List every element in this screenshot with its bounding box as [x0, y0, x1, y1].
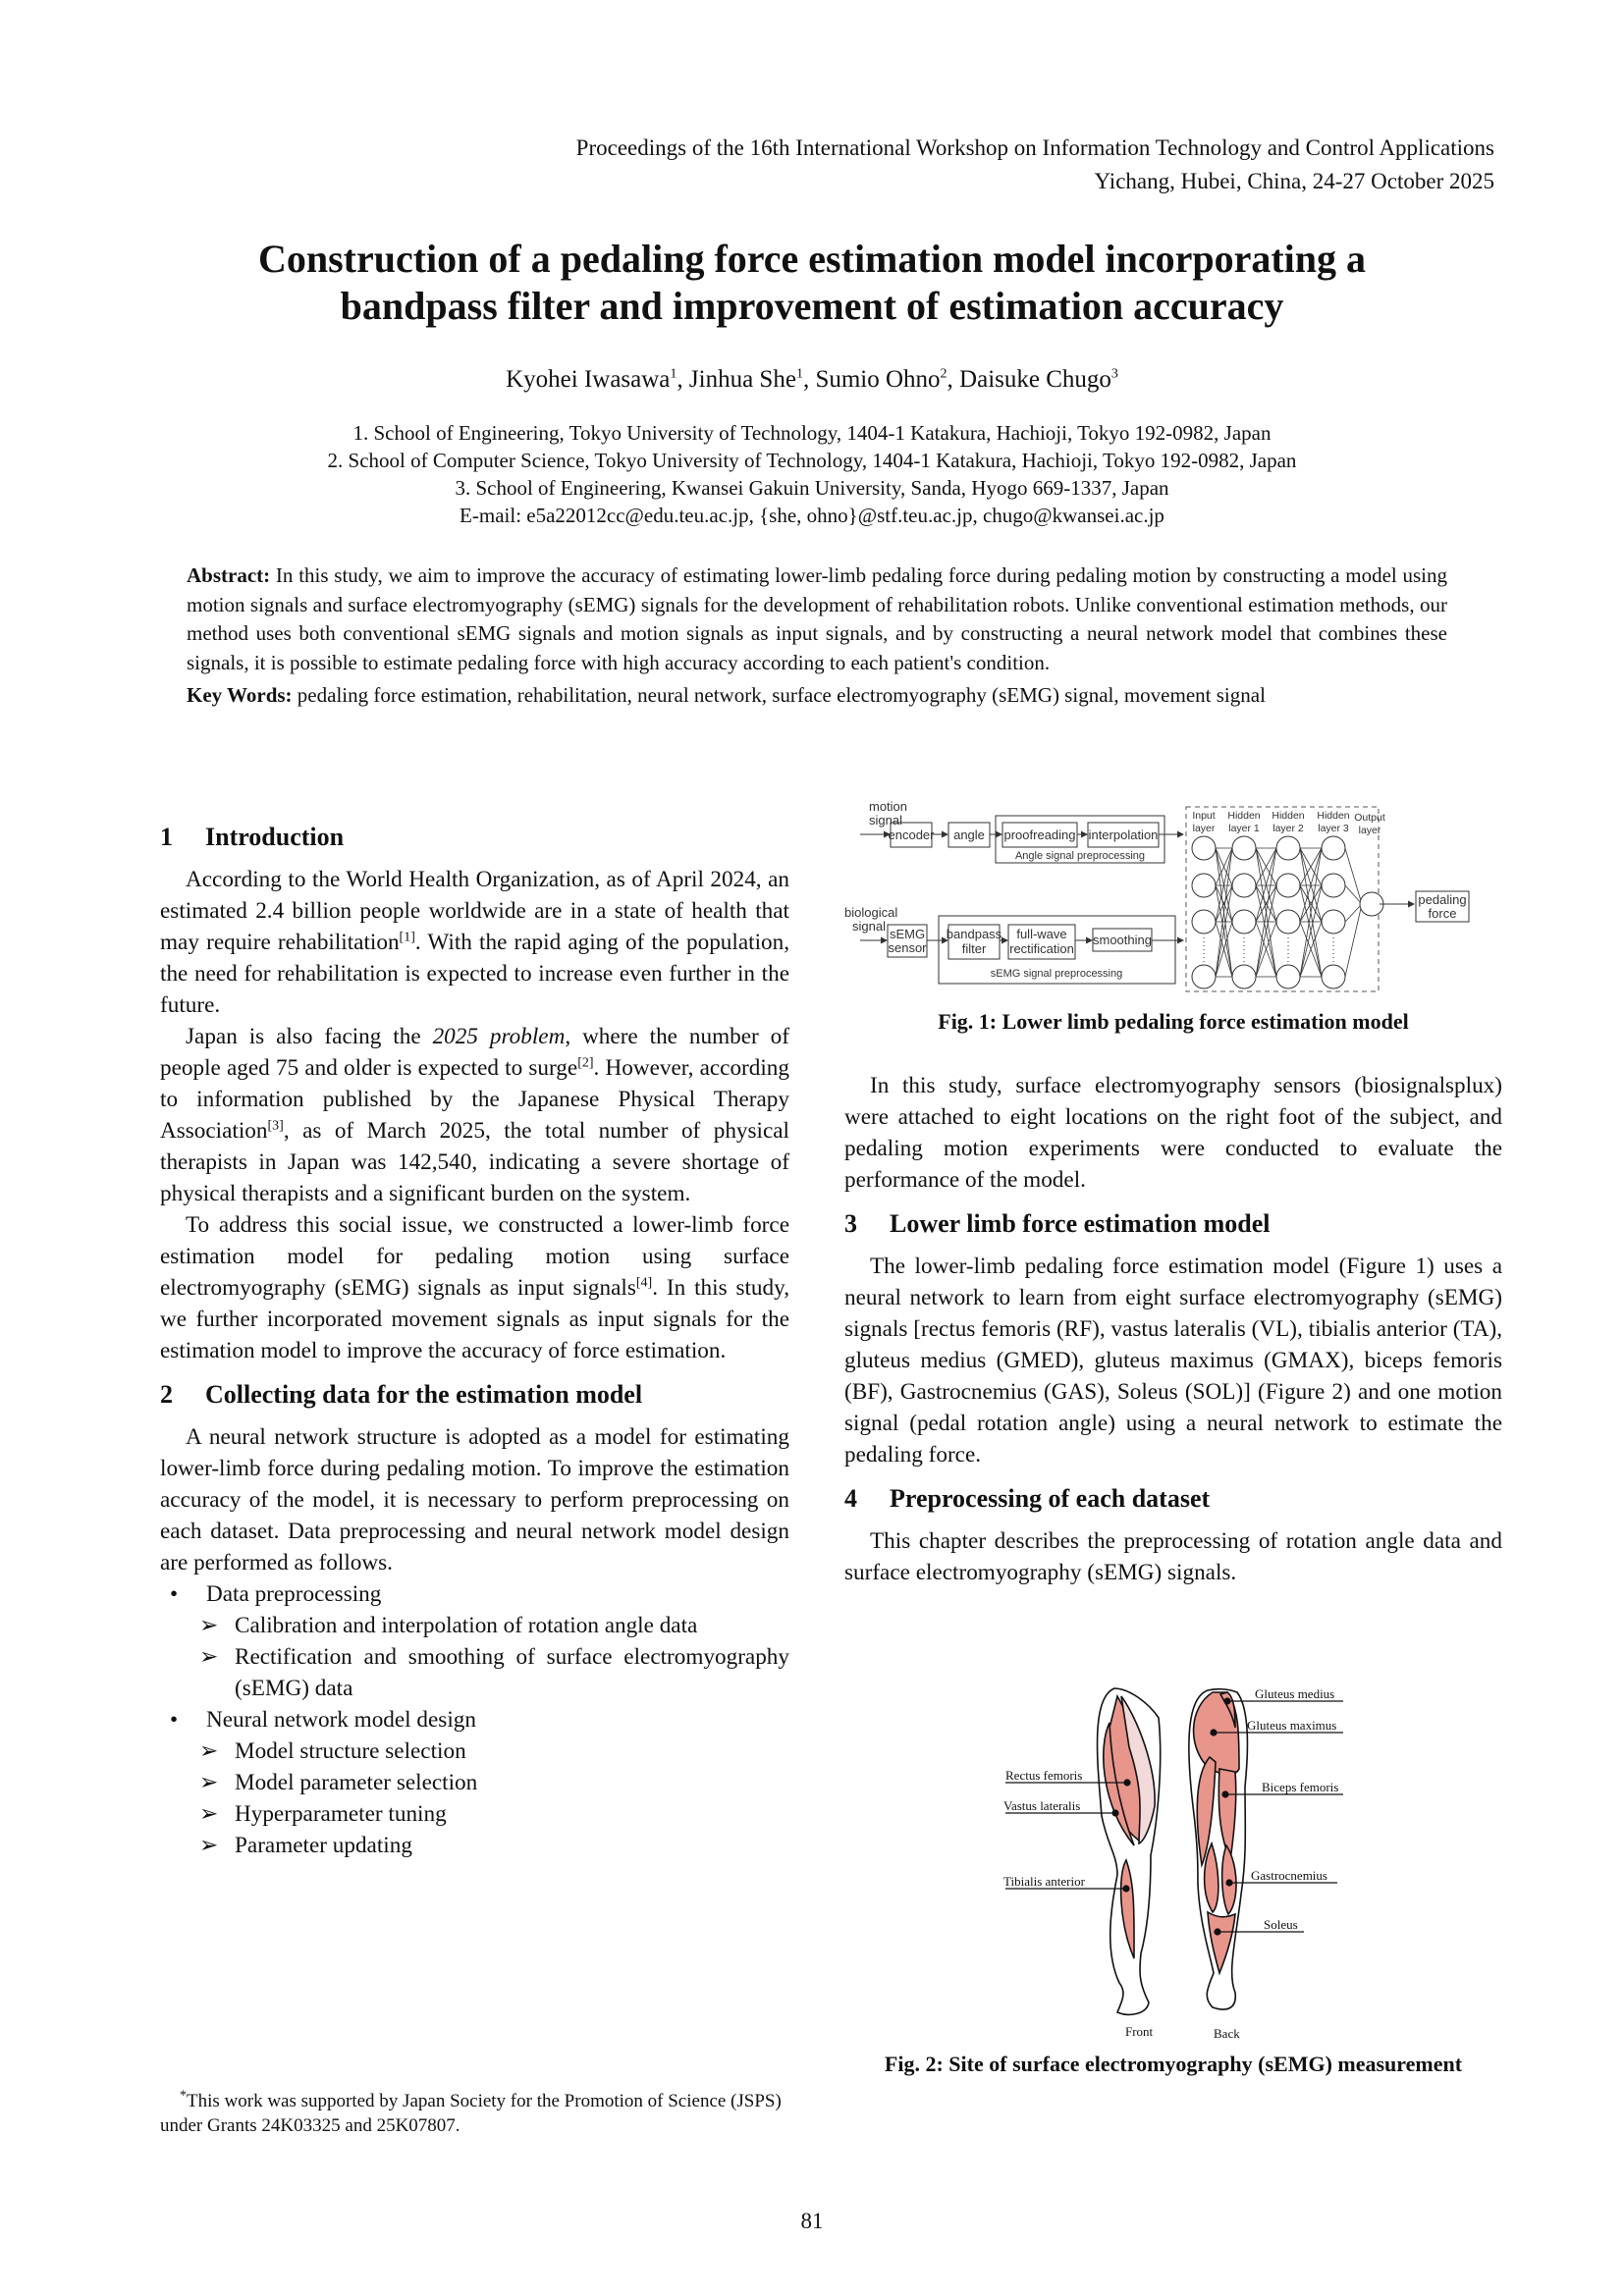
electrode-dot [1124, 1780, 1130, 1786]
paragraph: The lower-limb pedaling force estimation model (Figure 1) uses a neural network to learn from eight surface electromyography (sEMG) signals [rectus femoris (RF), vastus lateralis (VL), tibialis anterior (TA), gluteus medius (GMED), gluteus maximus (GMAX), biceps femoris (BF), Gastrocnemius (GAS), Soleus (SOL)] (Figure 2) and one motion signal (pedal rotation angle) using a neural network to estimate the pedaling force. [844, 1254, 1502, 1468]
figure-2-diagram [992, 1679, 1404, 2052]
list-item: • Neural network model design [160, 1704, 789, 1735]
abstract-text: In this study, we aim to improve the accuracy of estimating lower-limb pedaling force during pedaling motion by constructing a model using motion signals and surface electromyography (sEMG) signals for the development of rehabilitation robots. Unlike conventional estimation methods, our method uses both conventional sEMG signals and motion signals as input signals, and by constructing a neural network model that combines these signals, it is possible to estimate pedaling force with high accuracy according to each patient's condition. [187, 563, 1448, 674]
layer-label: layer 2 [1272, 823, 1304, 834]
pedaling-force-label: force [1428, 906, 1457, 921]
muscle-label: Rectus femoris [1005, 1768, 1083, 1783]
fullwave-label: rectification [1009, 941, 1074, 956]
footnote: *This work was supported by Japan Society for the Promotion of Science (JSPS) under Grants 24K03325 and 25K07807. [160, 2088, 782, 2136]
bandpass-label: bandpass [946, 927, 1002, 941]
nn-node [1192, 965, 1216, 988]
keywords-label: Key Words: [187, 683, 293, 707]
conference-location: Yichang, Hubei, China, 24-27 October 2025 [1094, 169, 1494, 193]
nn-node [1322, 874, 1345, 897]
nn-node [1276, 910, 1300, 934]
affiliations [128, 419, 1496, 529]
bandpass-label: filter [961, 941, 987, 956]
semg-group-label: sEMG signal preprocessing [990, 968, 1123, 980]
citation: [1] [399, 930, 415, 945]
proofreading-label: proofreading [1003, 828, 1076, 842]
muscle-label: Gluteus medius [1255, 1686, 1335, 1701]
layer-label: Hidden [1227, 810, 1261, 822]
angle-group-label: Angle signal preprocessing [1014, 850, 1146, 862]
paragraph: A neural network structure is adopted as a model for estimating lower-limb force during pedaling motion. To improve the estimation accuracy of the model, it is necessary to perform preprocessing on each dataset. Data preprocessing and neural network model design are performed as follows. [160, 1424, 789, 1575]
list-subitem: ➢ Rectification and smoothing of surface electromyography (sEMG) data [199, 1644, 789, 1701]
nn-node [1232, 874, 1256, 897]
layer-label: layer [1358, 825, 1381, 836]
electrode-dot [1222, 1791, 1228, 1797]
citation: [2] [577, 1055, 594, 1071]
neural-network-box [1186, 807, 1379, 991]
smoothing-label: smoothing [1093, 933, 1152, 947]
layer-label: Hidden [1272, 810, 1305, 822]
author: Jinhua She$^1$ [688, 366, 803, 393]
electrode-dot [1123, 1886, 1129, 1892]
front-label: Front [1125, 2024, 1154, 2039]
electrode-dot [1112, 1810, 1118, 1816]
nn-connection [1345, 848, 1362, 904]
author: Kyohei Iwasawa$^1$ [506, 366, 677, 393]
biological-signal-label: biological [844, 905, 898, 920]
nn-node [1192, 874, 1216, 897]
citation: [3] [267, 1118, 284, 1134]
nn-connection [1345, 904, 1362, 977]
list-subitem: ➢ Model parameter selection [199, 1770, 478, 1795]
list-subitem: ➢ Hyperparameter tuning [199, 1801, 447, 1827]
nn-node [1232, 836, 1256, 860]
nn-node [1322, 965, 1345, 988]
interpolation-label: interpolation [1088, 828, 1159, 842]
motion-signal-label: signal [869, 813, 902, 828]
list-subitem: ➢ Parameter updating [199, 1833, 412, 1858]
figure-1-caption: Fig. 1: Lower limb pedaling force estimation model [938, 1009, 1409, 1034]
paragraph: In this study, surface electromyography sensors (biosignalsplux) were attached to eight locations on the right foot of the subject, and pedaling motion experiments were conducted to evaluate the performance of the model. [844, 1073, 1502, 1193]
abstract-label: Abstract: [187, 563, 271, 587]
semg-sensor-label: sensor [888, 940, 927, 955]
right-column [844, 1070, 1502, 1588]
encoder-label: encoder [888, 828, 935, 842]
authors: Kyohei Iwasawa$^1$, Jinhua She$^1$, Sumio Ohno$^2$, Daisuke Chugo$^3$ [506, 366, 1118, 393]
paragraph: According to the World Health Organization, as of April 2024, an estimated 2.4 billion people worldwide are in a state of health that may require rehabilitation[1]. With the rapid aging of the population, the need for rehabilitation is expected to increase even further in the future. [160, 867, 789, 1018]
section-heading-1: 1 Introduction [160, 823, 345, 851]
title-line-1: Construction of a pedaling force estimation model incorporating a [257, 237, 1367, 281]
electrode-dot [1215, 1929, 1220, 1935]
paragraph: To address this social issue, we constructed a lower-limb force estimation model for pedaling motion using surface electromyography (sEMG) signals as input signals[4]. In this study, we further incorporated movement signals as input signals for the estimation model to improve the accuracy of force estimation. [160, 1212, 790, 1363]
layer-label: Output [1354, 812, 1385, 824]
author: Daisuke Chugo$^3$ [959, 366, 1118, 393]
nn-node [1322, 836, 1345, 860]
paragraph: This chapter describes the preprocessing of rotation angle data and surface electromyography (sEMG) signals. [844, 1528, 1502, 1585]
page-number: 81 [800, 2209, 824, 2233]
fullwave-label: full-wave [1016, 927, 1067, 941]
list-item: • Data preprocessing [160, 1578, 789, 1610]
affiliation: 3. School of Engineering, Kwansei Gakuin University, Sanda, Hyogo 669-1337, Japan [455, 476, 1169, 500]
paper-title [128, 236, 1496, 330]
layer-label: Hidden [1317, 810, 1350, 822]
layer-label: layer 3 [1318, 823, 1349, 834]
section-heading-2: 2 Collecting data for the estimation model [160, 1380, 643, 1409]
nn-node [1192, 836, 1216, 860]
semg-sensor-label: sEMG [889, 927, 926, 941]
electrode-dot [1226, 1880, 1232, 1886]
muscle-label: Tibialis anterior [1003, 1874, 1085, 1889]
nn-node [1276, 965, 1300, 988]
muscle-label: Gluteus maximus [1247, 1718, 1337, 1733]
neural-network-graph [1192, 836, 1383, 988]
left-column [160, 821, 789, 1861]
affiliation: 2. School of Computer Science, Tokyo University of Technology, 1404-1 Katakura, Hachioji, Tokyo 192-0982, Japan [327, 449, 1297, 472]
pedaling-force-label: pedaling [1418, 892, 1467, 907]
title-line-2: bandpass filter and improvement of estimation accuracy [340, 284, 1284, 328]
muscle-label: Biceps femoris [1262, 1780, 1339, 1794]
muscle-label: Soleus [1264, 1917, 1298, 1932]
list-subitem: ➢ Calibration and interpolation of rotation angle data [199, 1613, 698, 1638]
paragraph: Japan is also facing the 2025 problem, where the number of people aged 75 and older is expected to surge[2]. However, according to information published by the Japanese Physical Therapy Association[3], as of March 2025, the total number of physical therapists in Japan was 142,540, indicating a severe shortage of physical therapists and a significant burden on the system. [160, 1024, 789, 1206]
nn-node [1192, 910, 1216, 934]
nn-node [1232, 910, 1256, 934]
nn-connection [1345, 904, 1362, 922]
conference-name: Proceedings of the 16th International Workshop on Information Technology and Control Applications [575, 135, 1494, 160]
section-heading-3: 3 Lower limb force estimation model [844, 1209, 1271, 1238]
electrode-dot [1211, 1730, 1217, 1735]
angle-label: angle [953, 828, 985, 842]
layer-label: Input [1192, 810, 1216, 822]
nn-node [1232, 965, 1256, 988]
layer-label: layer [1192, 823, 1216, 834]
list-subitem: ➢ Model structure selection [199, 1738, 466, 1764]
muscle-label: Vastus lateralis [1003, 1798, 1081, 1813]
nn-node [1276, 874, 1300, 897]
motion-signal-label: motion [869, 799, 908, 814]
electrode-dot [1224, 1698, 1230, 1704]
section-heading-4: 4 Preprocessing of each dataset [844, 1484, 1211, 1513]
keywords-text: pedaling force estimation, rehabilitation, neural network, surface electromyography (sEMG) signal, movement signal [297, 683, 1266, 707]
biological-signal-label: signal [852, 919, 886, 934]
citation: [4] [635, 1275, 653, 1291]
affiliation: 1. School of Engineering, Tokyo University of Technology, 1404-1 Katakura, Hachioji, Tokyo 192-0982, Japan [352, 421, 1272, 445]
nn-node [1276, 836, 1300, 860]
figure-1-diagram [844, 797, 1502, 993]
layer-label: layer 1 [1228, 823, 1260, 834]
figure-2-caption: Fig. 2: Site of surface electromyography (sEMG) measurement [884, 2052, 1463, 2076]
email-line: E-mail: e5a22012cc@edu.teu.ac.jp, {she, ohno}@stf.teu.ac.jp, chugo@kwansei.ac.jp [460, 504, 1164, 527]
abstract [187, 561, 1447, 711]
muscle-label: Gastrocnemius [1251, 1868, 1327, 1883]
author: Sumio Ohno$^2$ [815, 366, 947, 393]
back-label: Back [1214, 2026, 1240, 2041]
nn-node [1322, 910, 1345, 934]
